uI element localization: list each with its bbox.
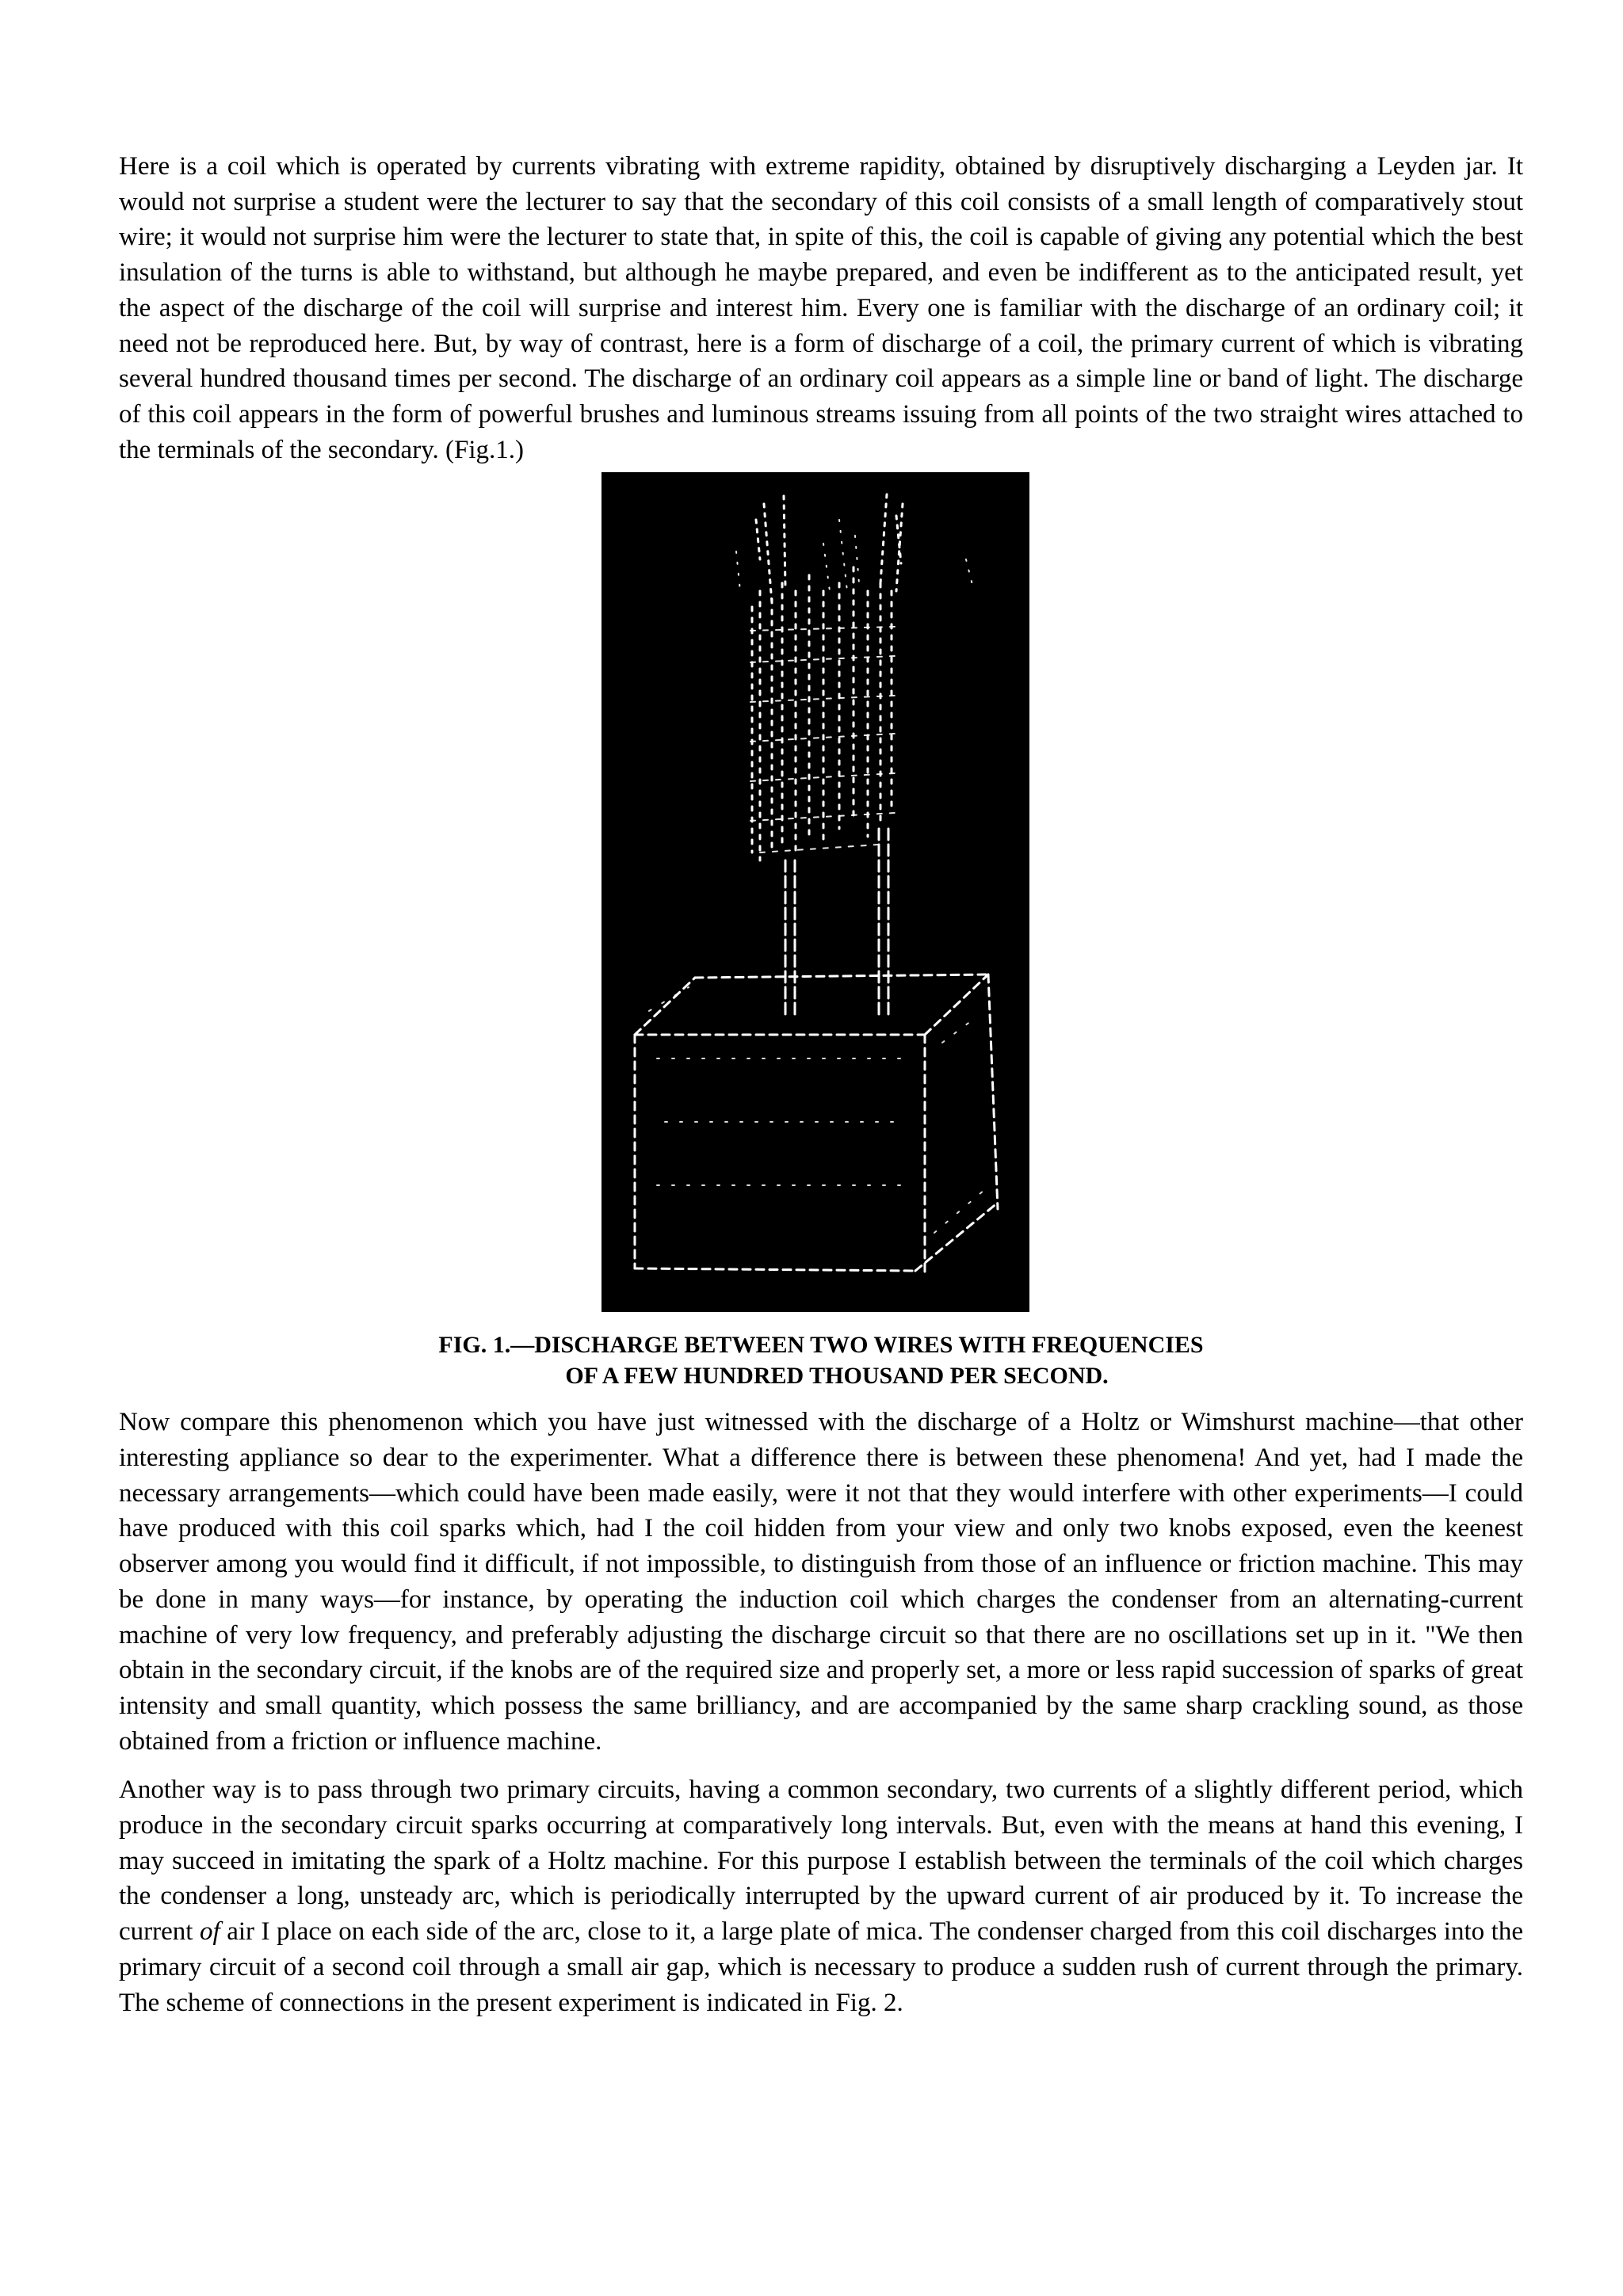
discharge-photograph	[601, 472, 1029, 1312]
base-box	[635, 974, 998, 1272]
figure-1	[119, 472, 1523, 1312]
paragraph-3-text-a: Another way is to pass through two primary circuits, having a common secondary, two currents of a slightly different period, which produce in the secondary circuit sparks occurring at comparatively long intervals. But, even with the means at hand this evening, I may succeed in imitating the spark of a Holtz machine. For this purpose I establish between the terminals of the coil which charges the condenser a long, unsteady arc, which is periodically interrupted by the upward current of air produced by it. To increase the current	[119, 1775, 1523, 1947]
paragraph-3-italic: of	[199, 1917, 220, 1947]
paragraph-1: Here is a coil which is operated by currents vibrating with extreme rapidity, obtained by disruptively discharging a Leyden jar. It would not surprise a student were the lecturer to say that the secondary of this coil consists of a small length of comparatively stout wire; it would not surprise him were the lecturer to state that, in spite of this, the coil is capable of giving any potential which the best insulation of the turns is able to withstand, but although he maybe prepared, and even be indifferent as to the anticipated result, yet the aspect of the discharge of the coil will surprise and interest him. Every one is familiar with the discharge of an ordinary coil; it need not be reproduced here. But, by way of contrast, here is a form of discharge of a coil, the primary current of which is vibrating several hundred thousand times per second. The discharge of an ordinary coil appears as a simple line or band of light. The discharge of this coil appears in the form of powerful brushes and luminous streams issuing from all points of the two straight wires attached to the terminals of the secondary. (Fig.1.)	[119, 152, 1523, 464]
discharge-brushes	[736, 520, 974, 591]
base-box-faint	[649, 987, 990, 1233]
figure-caption	[119, 1329, 1523, 1391]
caption-line-1: FIG. 1.—DISCHARGE BETWEEN TWO WIRES WITH FREQUENCIES	[438, 1332, 1204, 1359]
paragraph-3	[119, 1772, 1523, 2020]
discharge-illustration	[601, 472, 1029, 1312]
paragraph-2: Now compare this phenomenon which you have just witnessed with the discharge of a Holtz or Wimshurst machine—that other interesting appliance so dear to the experimenter. What a difference there is between these phenomena! And yet, had I made the necessary arrangements—which could have been made easily, were it not that they would interfere with other experiments—I could have produced with this coil sparks which, had I the coil hidden from your view and only two knobs exposed, even the keenest observer among you would find it difficult, if not impossible, to distinguish from those of an influence or friction machine. This may be done in many ways—for instance, by operating the induction coil which charges the condenser from an alternating-current machine of very low frequency, and preferably adjusting the discharge circuit so that there are no oscillations set up in it. "We then obtain in the secondary circuit, if the knobs are of the required size and properly set, a more or less rapid succession of sparks of great intensity and small quantity, which possess the same brilliancy, and are accompanied by the same sharp crackling sound, as those obtained from a friction or influence machine.	[119, 1408, 1523, 1756]
document-page	[119, 149, 1523, 2020]
coil-body	[752, 567, 892, 860]
coil-posts	[785, 829, 888, 1019]
caption-line-2: OF A FEW HUNDRED THOUSAND PER SECOND.	[565, 1363, 1109, 1390]
paragraph-3-text-b: air I place on each side of the arc, close to it, a large plate of mica. The condenser charged from this coil discharges into the primary circuit of a second coil through a small air gap, which is necessary to produce a sudden rush of current through the primary. The scheme of connections in the present experiment is indicated in Fig. 2.	[119, 1917, 1523, 2017]
